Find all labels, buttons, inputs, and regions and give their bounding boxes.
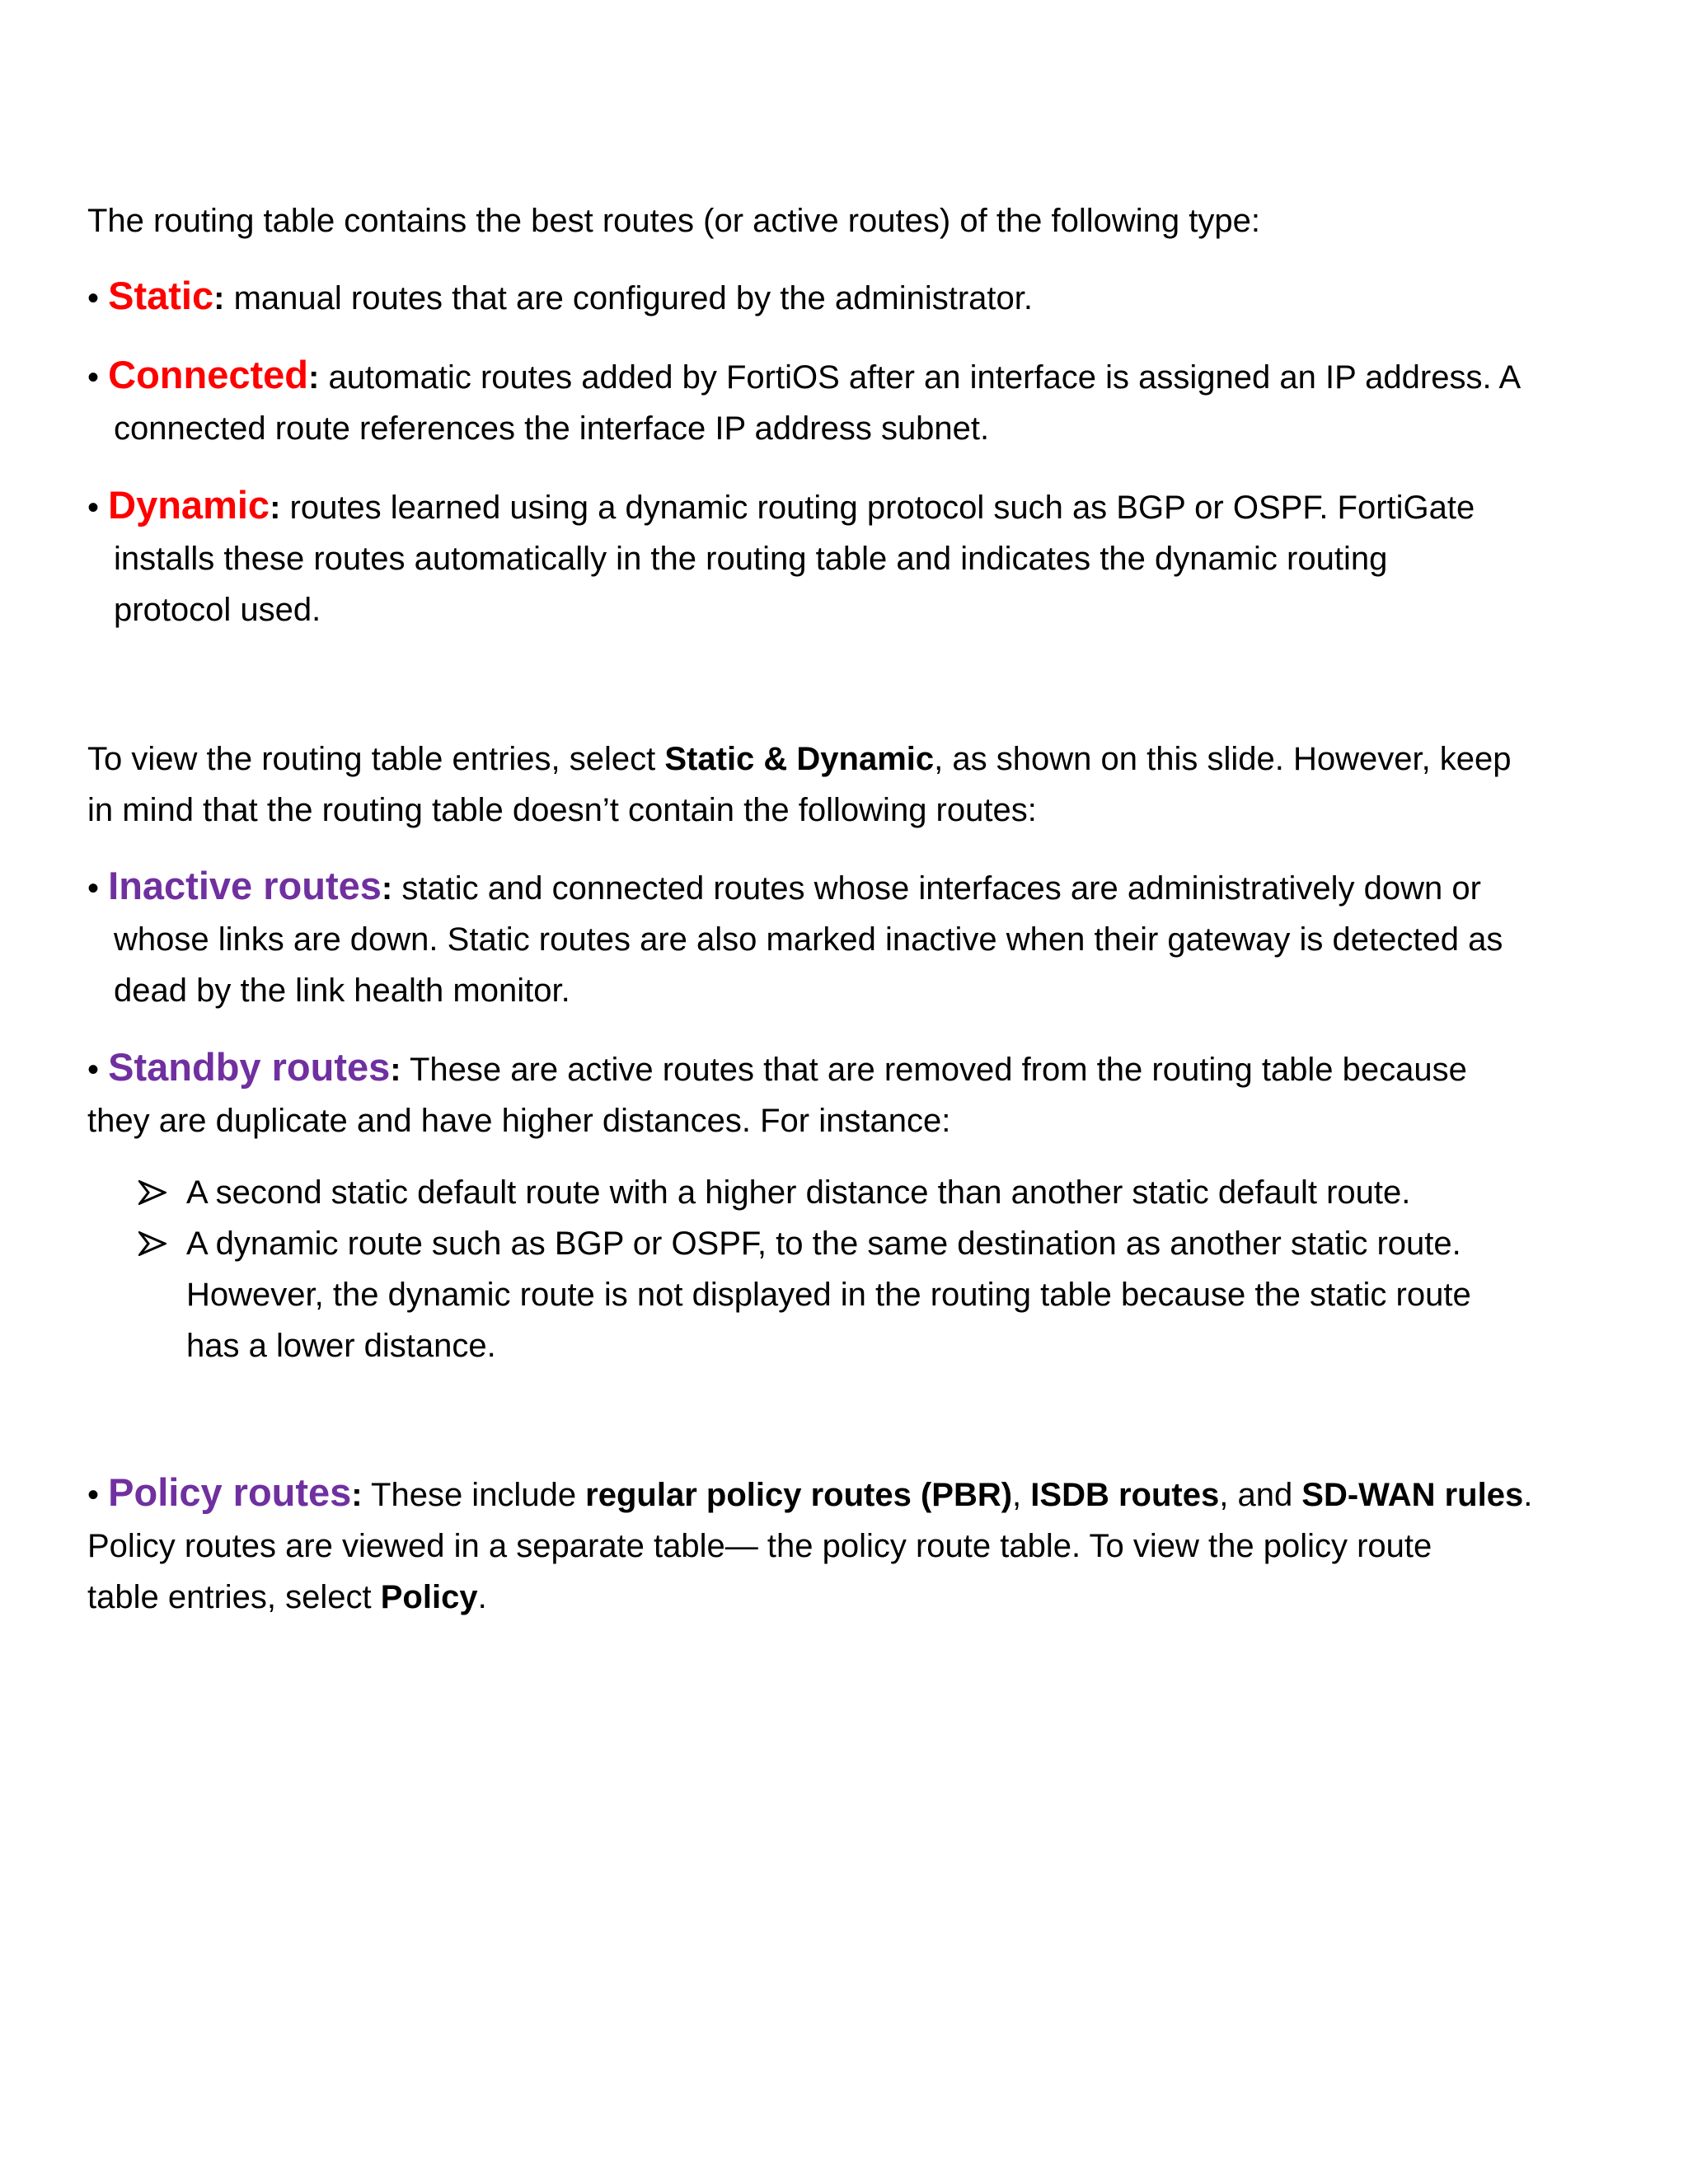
- arrowhead-bullet-icon: [138, 1167, 186, 1218]
- dynamic-term: Dynamic: [108, 483, 270, 527]
- inactive-term: Inactive routes: [108, 864, 382, 907]
- standby-bullet: [87, 1042, 1637, 1146]
- bullet-symbol: •: [87, 870, 100, 907]
- view-text-bold: Static & Dynamic: [664, 741, 935, 777]
- view-text-pre: To view the routing table entries, select: [87, 741, 665, 777]
- policy-text-pre: These include: [362, 1477, 586, 1513]
- view-paragraph: [87, 733, 1637, 836]
- policy-isdb: ISDB routes: [1030, 1477, 1220, 1513]
- standby-text-line1: These are active routes that are removed from the routing table because: [401, 1052, 1467, 1088]
- static-text: manual routes that are configured by the administrator.: [224, 280, 1034, 316]
- bullet-symbol: •: [87, 1052, 100, 1088]
- example-2-line2: However, the dynamic route is not displayed in the routing table because the static route: [186, 1277, 1471, 1313]
- policy-colon: :: [351, 1477, 363, 1513]
- static-term: Static: [108, 274, 214, 317]
- dynamic-colon: :: [270, 490, 281, 526]
- bullet-symbol: •: [87, 359, 100, 396]
- dynamic-text-line3: protocol used.: [114, 592, 321, 628]
- connected-bullet: [87, 349, 1637, 454]
- inactive-bullet: [87, 860, 1637, 1016]
- policy-line3-pre: table entries, select: [87, 1579, 381, 1615]
- static-colon: :: [213, 280, 225, 316]
- bullet-symbol: •: [87, 490, 100, 526]
- policy-sdwan: SD-WAN rules: [1301, 1477, 1524, 1513]
- policy-term: Policy routes: [108, 1470, 352, 1514]
- standby-examples-list: [138, 1167, 1637, 1371]
- connected-text-line2: connected route references the interface IP address subnet.: [114, 410, 990, 447]
- arrowhead-bullet-icon: [138, 1218, 186, 1269]
- policy-text-line2: Policy routes are viewed in a separate table— the policy route table. To view the policy route: [87, 1528, 1432, 1564]
- inactive-text-line3: dead by the link health monitor.: [114, 972, 570, 1009]
- inactive-text-line2: whose links are down. Static routes are also marked inactive when their gateway is detected as: [114, 921, 1503, 958]
- static-bullet: [87, 270, 1637, 324]
- dynamic-text-line2: installs these routes automatically in the routing table and indicates the dynamic routing: [114, 541, 1388, 577]
- inactive-colon: :: [381, 870, 393, 907]
- bullet-symbol: •: [87, 280, 100, 316]
- bullet-symbol: •: [87, 1477, 100, 1513]
- dynamic-bullet: [87, 480, 1637, 635]
- connected-term: Connected: [108, 353, 308, 396]
- standby-text-line2: they are duplicate and have higher distances. For instance:: [87, 1103, 951, 1139]
- policy-pbr: regular policy routes (PBR): [585, 1477, 1013, 1513]
- policy-line3-end: .: [477, 1579, 487, 1615]
- list-item: [138, 1218, 1637, 1371]
- connected-colon: :: [308, 359, 320, 396]
- example-2-line1: A dynamic route such as BGP or OSPF, to the same destination as another static route.: [186, 1226, 1461, 1262]
- policy-sep2: , and: [1219, 1477, 1302, 1513]
- list-item: [138, 1167, 1637, 1218]
- example-2-line3: has a lower distance.: [186, 1328, 496, 1364]
- inactive-text-line1: static and connected routes whose interfaces are administratively down or: [392, 870, 1481, 907]
- policy-line3-bold: Policy: [380, 1579, 478, 1615]
- standby-colon: :: [390, 1052, 401, 1088]
- intro-paragraph: The routing table contains the best routes (or active routes) of the following type:: [87, 203, 1261, 239]
- policy-sep1: ,: [1012, 1477, 1031, 1513]
- connected-text-line1: automatic routes added by FortiOS after an interface is assigned an IP address. A: [319, 359, 1522, 396]
- view-text-line2: in mind that the routing table doesn’t contain the following routes:: [87, 792, 1037, 828]
- dynamic-text-line1: routes learned using a dynamic routing protocol such as BGP or OSPF. FortiGate: [280, 490, 1475, 526]
- policy-bullet: [87, 1467, 1637, 1623]
- example-1-line1: A second static default route with a higher distance than another static default route.: [186, 1174, 1411, 1211]
- view-text-post: , as shown on this slide. However, keep: [934, 741, 1512, 777]
- policy-end1: .: [1523, 1477, 1533, 1513]
- standby-term: Standby routes: [108, 1045, 391, 1089]
